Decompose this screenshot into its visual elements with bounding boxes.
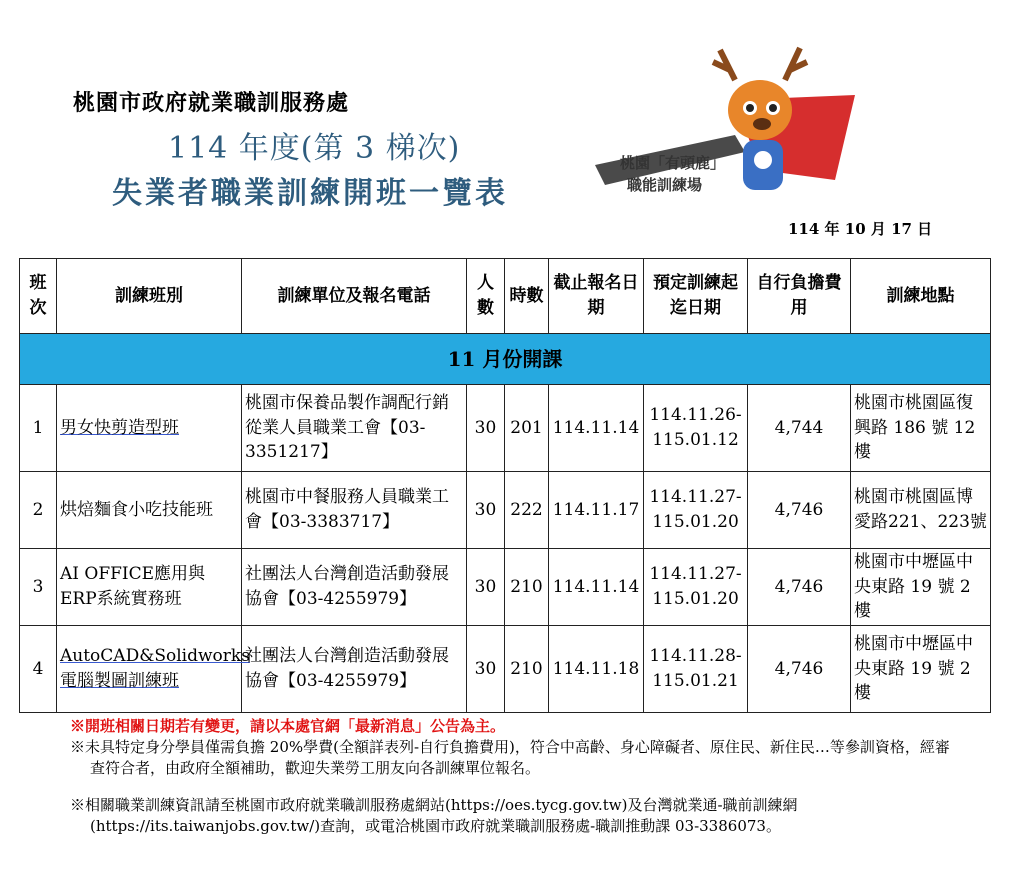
cell-period: 114.11.27-115.01.20 <box>644 549 748 626</box>
title-line-2: 失業者職業訓練開班一覽表 <box>112 176 508 211</box>
header-course-name: 訓練班別 <box>57 259 242 334</box>
cell-no: 1 <box>20 385 57 472</box>
table-header-row <box>20 259 991 334</box>
cell-location: 桃園市中壢區中央東路 19 號 2 樓 <box>851 549 991 626</box>
header-deadline: 截止報名日期 <box>549 259 644 334</box>
cell-fee: 4,746 <box>748 626 851 713</box>
deer-mascot-logo <box>585 40 865 210</box>
cell-period: 114.11.28-115.01.21 <box>644 626 748 713</box>
cell-course-name: 男女快剪造型班 <box>57 385 242 472</box>
cell-people: 30 <box>467 626 505 713</box>
cell-course-name: AI OFFICE應用與ERP系統實務班 <box>57 549 242 626</box>
cell-no: 3 <box>20 549 57 626</box>
cell-no: 4 <box>20 626 57 713</box>
header-people: 人數 <box>467 259 505 334</box>
notes-section <box>70 716 950 837</box>
header-unit-phone: 訓練單位及報名電話 <box>242 259 467 334</box>
cell-hours: 210 <box>505 549 549 626</box>
note-subsidy: ※未具特定身分學員僅需負擔 20%學費(全額詳表列-自行負擔費用)，符合中高齡、身心障礙者、原住民、新住民…等參訓資格，經審查符合者，由政府全額補助，歡迎失業勞工朋友向各訓練單位報名。 <box>70 738 950 777</box>
header-fee: 自行負擔費用 <box>748 259 851 334</box>
cell-fee: 4,744 <box>748 385 851 472</box>
header-hours: 時數 <box>505 259 549 334</box>
cell-course-name: 烘焙麵食小吃技能班 <box>57 472 242 549</box>
cell-unit: 社團法人台灣創造活動發展協會【03-4255979】 <box>242 626 467 713</box>
month-label: 11 月份開課 <box>20 334 991 385</box>
table-row <box>20 472 991 549</box>
cell-unit: 桃園市保養品製作調配行銷從業人員職業工會【03-3351217】 <box>242 385 467 472</box>
note-date-change: ※開班相關日期若有變更，請以本處官網「最新消息」公告為主。 <box>70 717 506 735</box>
cell-period: 114.11.27-115.01.20 <box>644 472 748 549</box>
course-table <box>19 258 991 713</box>
cell-location: 桃園市中壢區中央東路 19 號 2 樓 <box>851 626 991 713</box>
cell-hours: 201 <box>505 385 549 472</box>
cell-deadline: 114.11.18 <box>549 626 644 713</box>
note-more-info: ※相關職業訓練資訊請至桃園市政府就業職訓服務處網站(https://oes.tycg.gov.tw)及台灣就業通-職前訓練網(https://its.taiwanjobs.gov.tw/)查詢，或電洽桃園市政府就業職訓服務處-職訓推動課 03-3386073。 <box>70 796 798 835</box>
cell-deadline: 114.11.14 <box>549 549 644 626</box>
cell-hours: 222 <box>505 472 549 549</box>
cell-people: 30 <box>467 549 505 626</box>
cell-people: 30 <box>467 472 505 549</box>
table-row <box>20 626 991 713</box>
cell-people: 30 <box>467 385 505 472</box>
cell-period: 114.11.26-115.01.12 <box>644 385 748 472</box>
cell-hours: 210 <box>505 626 549 713</box>
title-line-1: 114 年度(第 3 梯次) <box>168 131 461 166</box>
cell-fee: 4,746 <box>748 472 851 549</box>
org-name: 桃園市政府就業職訓服務處 <box>73 90 350 116</box>
logo-text-2: 職能訓練場 <box>627 176 703 194</box>
month-row <box>20 334 991 385</box>
issue-date: 114 年 10 月 17 日 <box>788 220 933 238</box>
table-row <box>20 549 991 626</box>
cell-no: 2 <box>20 472 57 549</box>
header-period: 預定訓練起迄日期 <box>644 259 748 334</box>
cell-deadline: 114.11.17 <box>549 472 644 549</box>
logo-text-1: 桃園「有頭鹿」 <box>620 154 726 172</box>
cell-unit: 社團法人台灣創造活動發展協會【03-4255979】 <box>242 549 467 626</box>
header-location: 訓練地點 <box>851 259 991 334</box>
cell-deadline: 114.11.14 <box>549 385 644 472</box>
header-class-no: 班次 <box>20 259 57 334</box>
cell-location: 桃園市桃園區復興路 186 號 12 樓 <box>851 385 991 472</box>
cell-course-name: AutoCAD&Solidworks電腦製圖訓練班 <box>57 626 242 713</box>
cell-unit: 桃園市中餐服務人員職業工會【03-3383717】 <box>242 472 467 549</box>
cell-location: 桃園市桃園區博愛路221、223號 <box>851 472 991 549</box>
cell-fee: 4,746 <box>748 549 851 626</box>
table-row <box>20 385 991 472</box>
